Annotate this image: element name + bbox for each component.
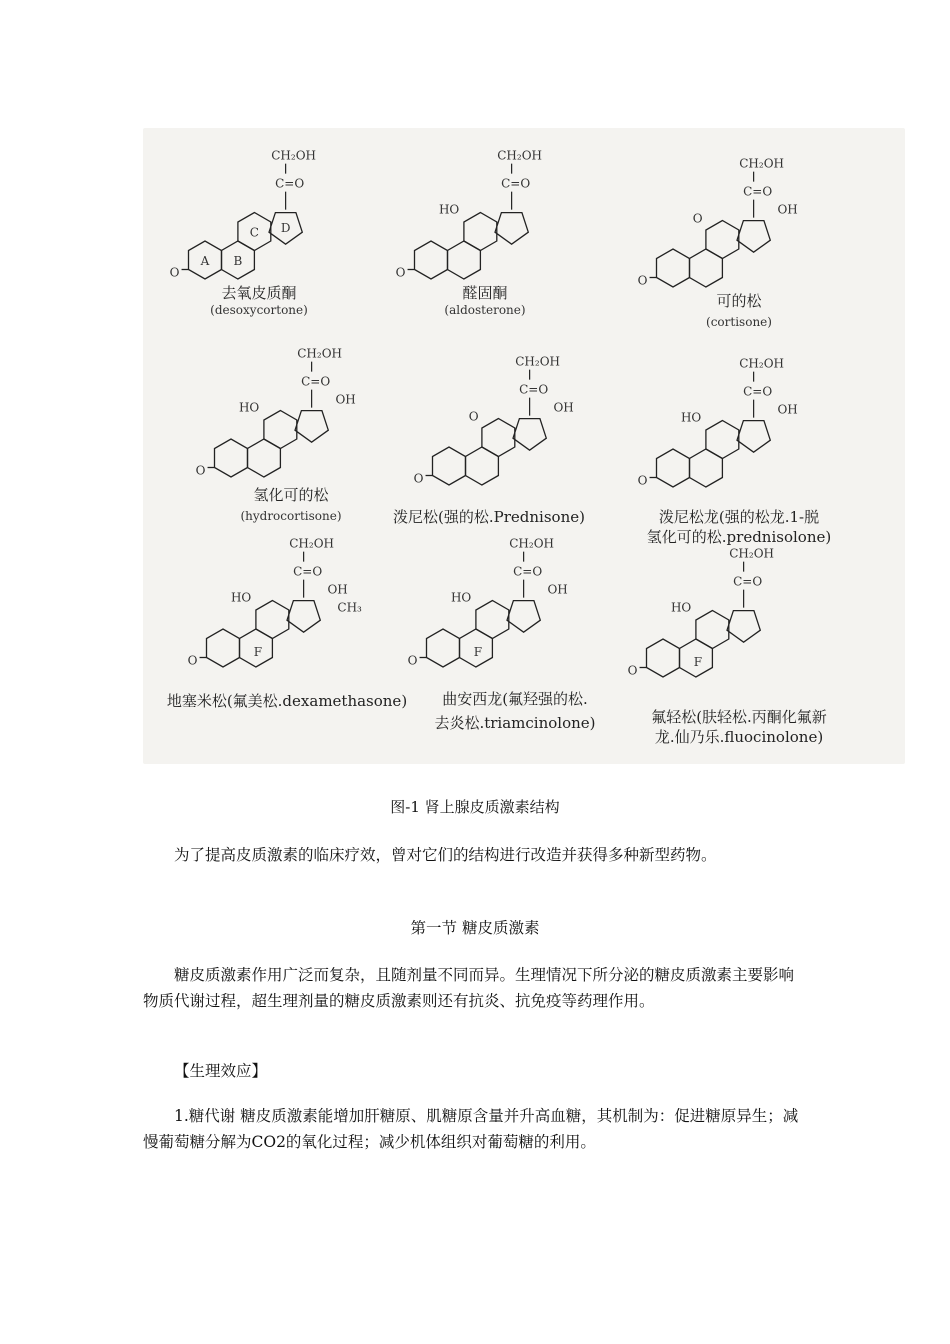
ring-b-4 [466,447,499,485]
compound-latin-7: 去炎松.triamcinolone) [434,714,596,732]
oh17-label-6: OH [327,582,348,597]
ch2oh-label-7: CH₂OH [509,536,555,551]
ring-c-1 [464,213,497,251]
carbonyl-label-5: C=O [743,384,773,399]
ch2oh-label-0: CH₂OH [271,148,317,163]
steroid-structures-figure [143,128,905,764]
paragraph-intro: 为了提高皮质激素的临床疗效，曾对它们的结构进行改造并获得多种新型药物。 [174,846,717,864]
ho11-label-1: HO [438,202,460,217]
ring-a-3 [215,439,248,477]
oxygen-label-0: O [169,265,180,280]
compound-name-6: 地塞米松(氟美松.dexamethasone) [166,692,408,710]
oxygen-label-8: O [627,663,638,678]
ring-c-5 [706,421,739,459]
compound-latin-3: (hydrocortisone) [240,509,342,523]
o11-label-4: O [468,409,479,424]
ring-c-2 [706,221,739,259]
ch3-label-6: CH₃ [337,600,362,615]
ring-d-letter-0: D [280,220,291,235]
ring-d-1 [495,213,528,245]
ho11-label-6: HO [230,590,252,605]
ring-b-2 [690,249,723,287]
carbonyl-label-0: C=O [275,176,305,191]
ring-c-8 [696,611,729,649]
ring-d-6 [287,601,320,633]
oxygen-label-3: O [195,463,206,478]
oxygen-label-5: O [637,473,648,488]
compound-name-2: 可的松 [716,292,762,310]
ring-b-3 [248,439,281,477]
oh17-label-4: OH [553,400,574,415]
ring-a-1 [415,241,448,279]
ho11-label-7: HO [450,590,472,605]
oxygen-label-4: O [413,471,424,486]
ch2oh-label-5: CH₂OH [739,356,785,371]
ring-d-8 [727,611,760,643]
subheading-physiology: 【生理效应】 [174,1062,268,1080]
oxygen-label-2: O [637,273,648,288]
ho11-label-3: HO [238,400,260,415]
carbonyl-label-7: C=O [513,564,543,579]
ho11-label-8: HO [670,600,692,615]
ring-a-letter-0: A [200,254,210,268]
ring-c-4 [482,419,515,457]
ch2oh-label-3: CH₂OH [297,346,343,361]
figure-caption: 图-1 肾上腺皮质激素结构 [390,798,560,816]
oxygen-label-1: O [395,265,406,280]
compound-name-3: 氢化可的松 [253,486,329,504]
fluoro-label-7: F [473,645,483,659]
oh17-label-3: OH [335,392,356,407]
ring-d-3 [295,411,328,443]
oh17-label-2: OH [777,202,798,217]
ring-a-2 [657,249,690,287]
paragraph-glucose-metabolism: 1.糖代谢 糖皮质激素能增加肝糖原、肌糖原含量并升高血糖，其机制为：促进糖原异生；减慢葡萄糖分解为CO2的氧化过程；减少机体组织对葡萄糖的利用。 [143,1107,799,1151]
ring-a-6 [207,629,240,667]
carbonyl-label-6: C=O [293,564,323,579]
carbonyl-label-1: C=O [501,176,531,191]
ring-a-7 [427,629,460,667]
ring-c-6 [256,601,289,639]
compound-latin-5: 氢化可的松.prednisolone) [646,528,832,546]
ring-d-2 [737,221,770,253]
fluoro-label-8: F [693,655,703,669]
structures-drawing [143,128,905,764]
ring-c-3 [264,411,297,449]
ring-a-4 [433,447,466,485]
carbonyl-label-3: C=O [301,374,331,389]
ho11-label-5: HO [680,410,702,425]
paragraph-overview: 糖皮质激素作用广泛而复杂，且随剂量不同而异。生理情况下所分泌的糖皮质激素主要影响物质代谢过程，超生理剂量的糖皮质激素则还有抗炎、抗免疫等药理作用。 [143,966,795,1010]
compound-name-0: 去氧皮质酮 [221,284,297,302]
ch2oh-label-2: CH₂OH [739,156,785,171]
compound-latin-8: 龙.仙乃乐.fluocinolone) [654,728,824,746]
ring-d-7 [507,601,540,633]
oxygen-label-7: O [407,653,418,668]
ch2oh-label-8: CH₂OH [729,546,775,561]
ch2oh-label-1: CH₂OH [497,148,543,163]
section-title: 第一节 糖皮质激素 [410,919,540,937]
fluoro-label-6: F [253,645,263,659]
compound-name-4: 泼尼松(强的松.Prednisone) [393,508,585,526]
o11-label-2: O [692,211,703,226]
ring-b-1 [448,241,481,279]
ring-a-8 [647,639,680,677]
ring-b-5 [690,449,723,487]
carbonyl-label-8: C=O [733,574,763,589]
ring-a-5 [657,449,690,487]
compound-name-1: 醛固酮 [462,284,508,302]
ring-b-letter-0: B [233,254,243,268]
carbonyl-label-4: C=O [519,382,549,397]
ch2oh-label-6: CH₂OH [289,536,335,551]
ring-c-letter-0: C [249,225,259,240]
carbonyl-label-2: C=O [743,184,773,199]
compound-latin-1: (aldosterone) [444,303,526,317]
compound-latin-0: (desoxycortone) [210,303,308,317]
ch2oh-label-4: CH₂OH [515,354,561,369]
compound-name-5: 泼尼松龙(强的松龙.1-脱 [658,508,820,526]
ring-d-4 [513,419,546,451]
ring-d-5 [737,421,770,453]
compound-latin-2: (cortisone) [706,315,772,329]
oh17-label-7: OH [547,582,568,597]
oh17-label-5: OH [777,402,798,417]
ring-c-7 [476,601,509,639]
compound-name-8: 氟轻松(肤轻松.丙酮化氟新 [651,708,827,726]
oxygen-label-6: O [187,653,198,668]
compound-name-7: 曲安西龙(氟羟强的松. [442,690,588,708]
